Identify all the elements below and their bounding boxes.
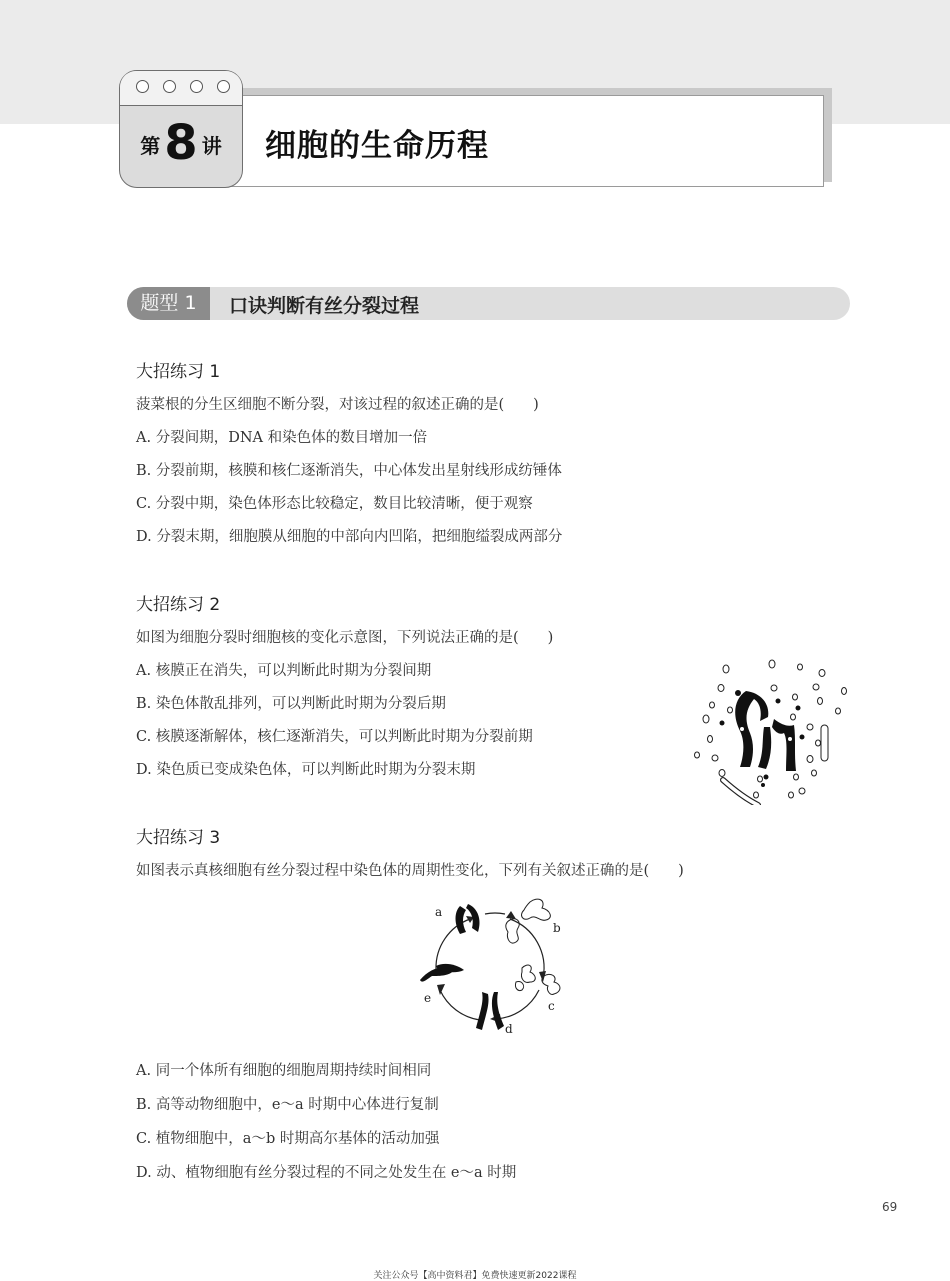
exercise-1-option-b: B. 分裂前期，核膜和核仁逐渐消失，中心体发出星射线形成纺锤体 [136, 463, 562, 479]
lecture-number-label [120, 115, 242, 171]
exercise-2-option-b: B. 染色体散乱排列，可以判断此时期为分裂后期 [136, 696, 446, 712]
label-b: b [553, 921, 561, 935]
hole-icon [190, 80, 203, 93]
exercise-3-option-a: A. 同一个体所有细胞的细胞周期持续时间相同 [136, 1063, 432, 1079]
exercise-1-option-c: C. 分裂中期，染色体形态比较稳定，数目比较清晰，便于观察 [136, 496, 533, 512]
lecture-prefix: 第 [140, 134, 161, 158]
exercise-3-option-b: B. 高等动物细胞中，e～a 时期中心体进行复制 [136, 1097, 439, 1113]
hole-icon [136, 80, 149, 93]
chromosome-cycle-figure [410, 892, 580, 1042]
exercise-2-option-d: D. 染色质已变成染色体，可以判断此时期为分裂末期 [136, 762, 476, 778]
exercise-1-question: 菠菜根的分生区细胞不断分裂，对该过程的叙述正确的是( ) [136, 397, 539, 413]
exercise-2-title: 大招练习 2 [136, 595, 221, 615]
chromatin-c [515, 965, 560, 994]
exercise-3-title: 大招练习 3 [136, 828, 221, 848]
exercise-3-question: 如图表示真核细胞有丝分裂过程中染色体的周期性变化，下列有关叙述正确的是( ) [136, 863, 684, 879]
section-title: 口诀判断有丝分裂过程 [229, 295, 420, 317]
lecture-number: 8 [164, 115, 198, 171]
chromatin-b [506, 899, 551, 943]
chromosome-d [476, 992, 504, 1030]
label-d: d [505, 1022, 513, 1036]
exercise-2-option-c: C. 核膜逐渐解体，核仁逐渐消失，可以判断此时期为分裂前期 [136, 729, 533, 745]
hole-icon [217, 80, 230, 93]
exercise-3-option-d: D. 动、植物细胞有丝分裂过程的不同之处发生在 e～a 时期 [136, 1165, 517, 1181]
exercise-3-option-c: C. 植物细胞中，a～b 时期高尔基体的活动加强 [136, 1131, 440, 1147]
section-tag: 题型 1 [127, 287, 210, 320]
exercise-2-option-a: A. 核膜正在消失，可以判断此时期为分裂间期 [136, 663, 432, 679]
binder-holes [120, 71, 242, 106]
exercise-1-title: 大招练习 1 [136, 362, 221, 382]
exercise-1-option-d: D. 分裂末期，细胞膜从细胞的中部向内凹陷，把细胞缢裂成两部分 [136, 529, 563, 545]
hole-icon [163, 80, 176, 93]
page-number: 69 [882, 1200, 898, 1214]
label-e: e [424, 991, 432, 1005]
chapter-title: 细胞的生命历程 [265, 128, 489, 164]
chromosome-e [420, 964, 464, 982]
label-c: c [548, 999, 555, 1013]
lecture-tab [119, 70, 243, 188]
lecture-suffix: 讲 [201, 134, 222, 158]
label-a: a [435, 905, 443, 919]
nucleus-prophase-figure [690, 655, 855, 805]
footer-watermark: 关注公众号【高中资料君】免费快速更新2022课程 [373, 1271, 577, 1281]
chromosome-a [456, 904, 480, 934]
exercise-1-option-a: A. 分裂间期，DNA 和染色体的数目增加一倍 [136, 430, 428, 446]
exercise-2-question: 如图为细胞分裂时细胞核的变化示意图，下列说法正确的是( ) [136, 630, 554, 646]
